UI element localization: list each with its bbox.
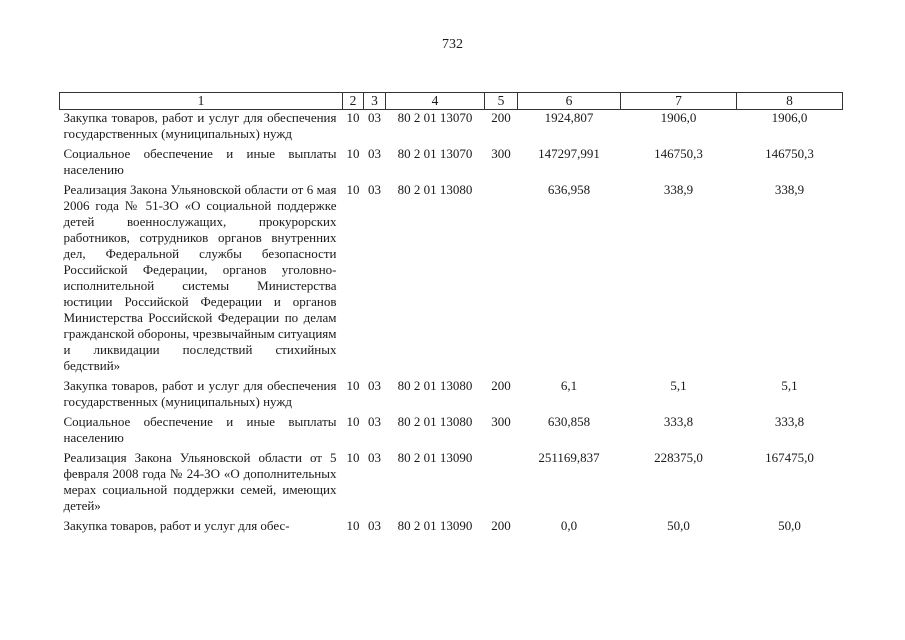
amount-col-6: 251169,837 [538,450,600,465]
expense-type-code: 200 [491,378,511,393]
header-cell: 3 [364,93,386,110]
row-description: Реализация Закона Ульяновской области от 6 мая 2006 года № 51-ЗО «О социальной поддержке детей военнослужащих, прокурорских работников, сотрудников органов внутренних дел, Федеральной службы безопасности Российской Федерации, органов уголовно-исполнительной системы Министерства юстиции Российской Федерации и органов Министерства Российской Федерации по делам гражданской обороны, чрезвычайным ситуациям и ликвидации последствий стихийных бедствий» [63,182,337,373]
amount-col-7: 1906,0 [660,110,697,125]
expense-type-code: 200 [491,110,511,125]
section-code: 10 [346,518,360,533]
target-article-code: 80 2 01 13080 [397,182,473,197]
section-code: 10 [346,110,360,125]
header-cell: 1 [60,93,343,110]
section-code: 10 [346,146,360,161]
row-description: Закупка товаров, работ и услуг для обеспечения государственных (муниципальных) нужд [63,378,337,409]
subsection-code: 03 [368,414,381,429]
expense-type-code: 300 [491,146,511,161]
header-cell: 8 [737,93,843,110]
target-article-code: 80 2 01 13080 [397,378,473,393]
amount-col-7: 146750,3 [654,146,703,161]
amount-col-6: 1924,807 [544,110,594,125]
amount-col-7: 333,8 [663,414,694,429]
table-row [60,450,843,518]
header-cell: 2 [343,93,364,110]
amount-col-7: 338,9 [663,182,694,197]
header-row [60,93,843,110]
amount-col-7: 228375,0 [654,450,703,465]
section-code: 10 [346,414,360,429]
table-row [60,110,843,147]
table-row [60,518,843,538]
header-cell: 7 [621,93,737,110]
amount-col-6: 0,0 [560,518,578,533]
amount-col-6: 630,858 [547,414,591,429]
row-description: Реализация Закона Ульяновской области от 5 февраля 2008 года № 24-ЗО «О дополнительных мерах социальной поддержки семей, имеющих детей» [63,450,337,513]
subsection-code: 03 [368,110,381,125]
target-article-code: 80 2 01 13070 [397,146,473,161]
amount-col-8: 146750,3 [765,146,814,161]
budget-table [59,92,843,538]
amount-col-6: 636,958 [547,182,591,197]
amount-col-8: 1906,0 [771,110,808,125]
amount-col-8: 333,8 [774,414,805,429]
amount-col-8: 167475,0 [765,450,814,465]
table-row [60,146,843,182]
section-code: 10 [346,182,360,197]
section-code: 10 [346,378,360,393]
target-article-code: 80 2 01 13090 [397,518,473,533]
expense-type-code: 300 [491,414,511,429]
table-row [60,378,843,414]
amount-col-6: 6,1 [560,378,578,393]
subsection-code: 03 [368,146,381,161]
amount-col-8: 50,0 [778,518,801,533]
subsection-code: 03 [368,450,381,465]
subsection-code: 03 [368,378,381,393]
target-article-code: 80 2 01 13090 [397,450,473,465]
row-description: Социальное обеспечение и иные выплаты населению [63,414,337,445]
section-code: 10 [346,450,360,465]
table-row [60,182,843,378]
amount-col-7: 50,0 [667,518,690,533]
expense-type-code [485,450,518,518]
target-article-code: 80 2 01 13080 [397,414,473,429]
expense-type-code: 200 [491,518,511,533]
subsection-code: 03 [368,182,381,197]
amount-col-8: 5,1 [781,378,798,393]
amount-col-8: 338,9 [774,182,805,197]
target-article-code: 80 2 01 13070 [397,110,473,125]
header-cell: 6 [518,93,621,110]
subsection-code: 03 [368,518,381,533]
page-number: 732 [442,37,463,52]
header-cell: 4 [386,93,485,110]
row-description: Закупка товаров, работ и услуг для обес- [63,518,290,533]
header-cell: 5 [485,93,518,110]
amount-col-7: 5,1 [670,378,687,393]
expense-type-code [485,182,518,378]
row-description: Закупка товаров, работ и услуг для обеспечения государственных (муниципальных) нужд [63,110,337,141]
amount-col-6: 147297,991 [538,146,600,161]
table-row [60,414,843,450]
row-description: Социальное обеспечение и иные выплаты населению [63,146,337,177]
